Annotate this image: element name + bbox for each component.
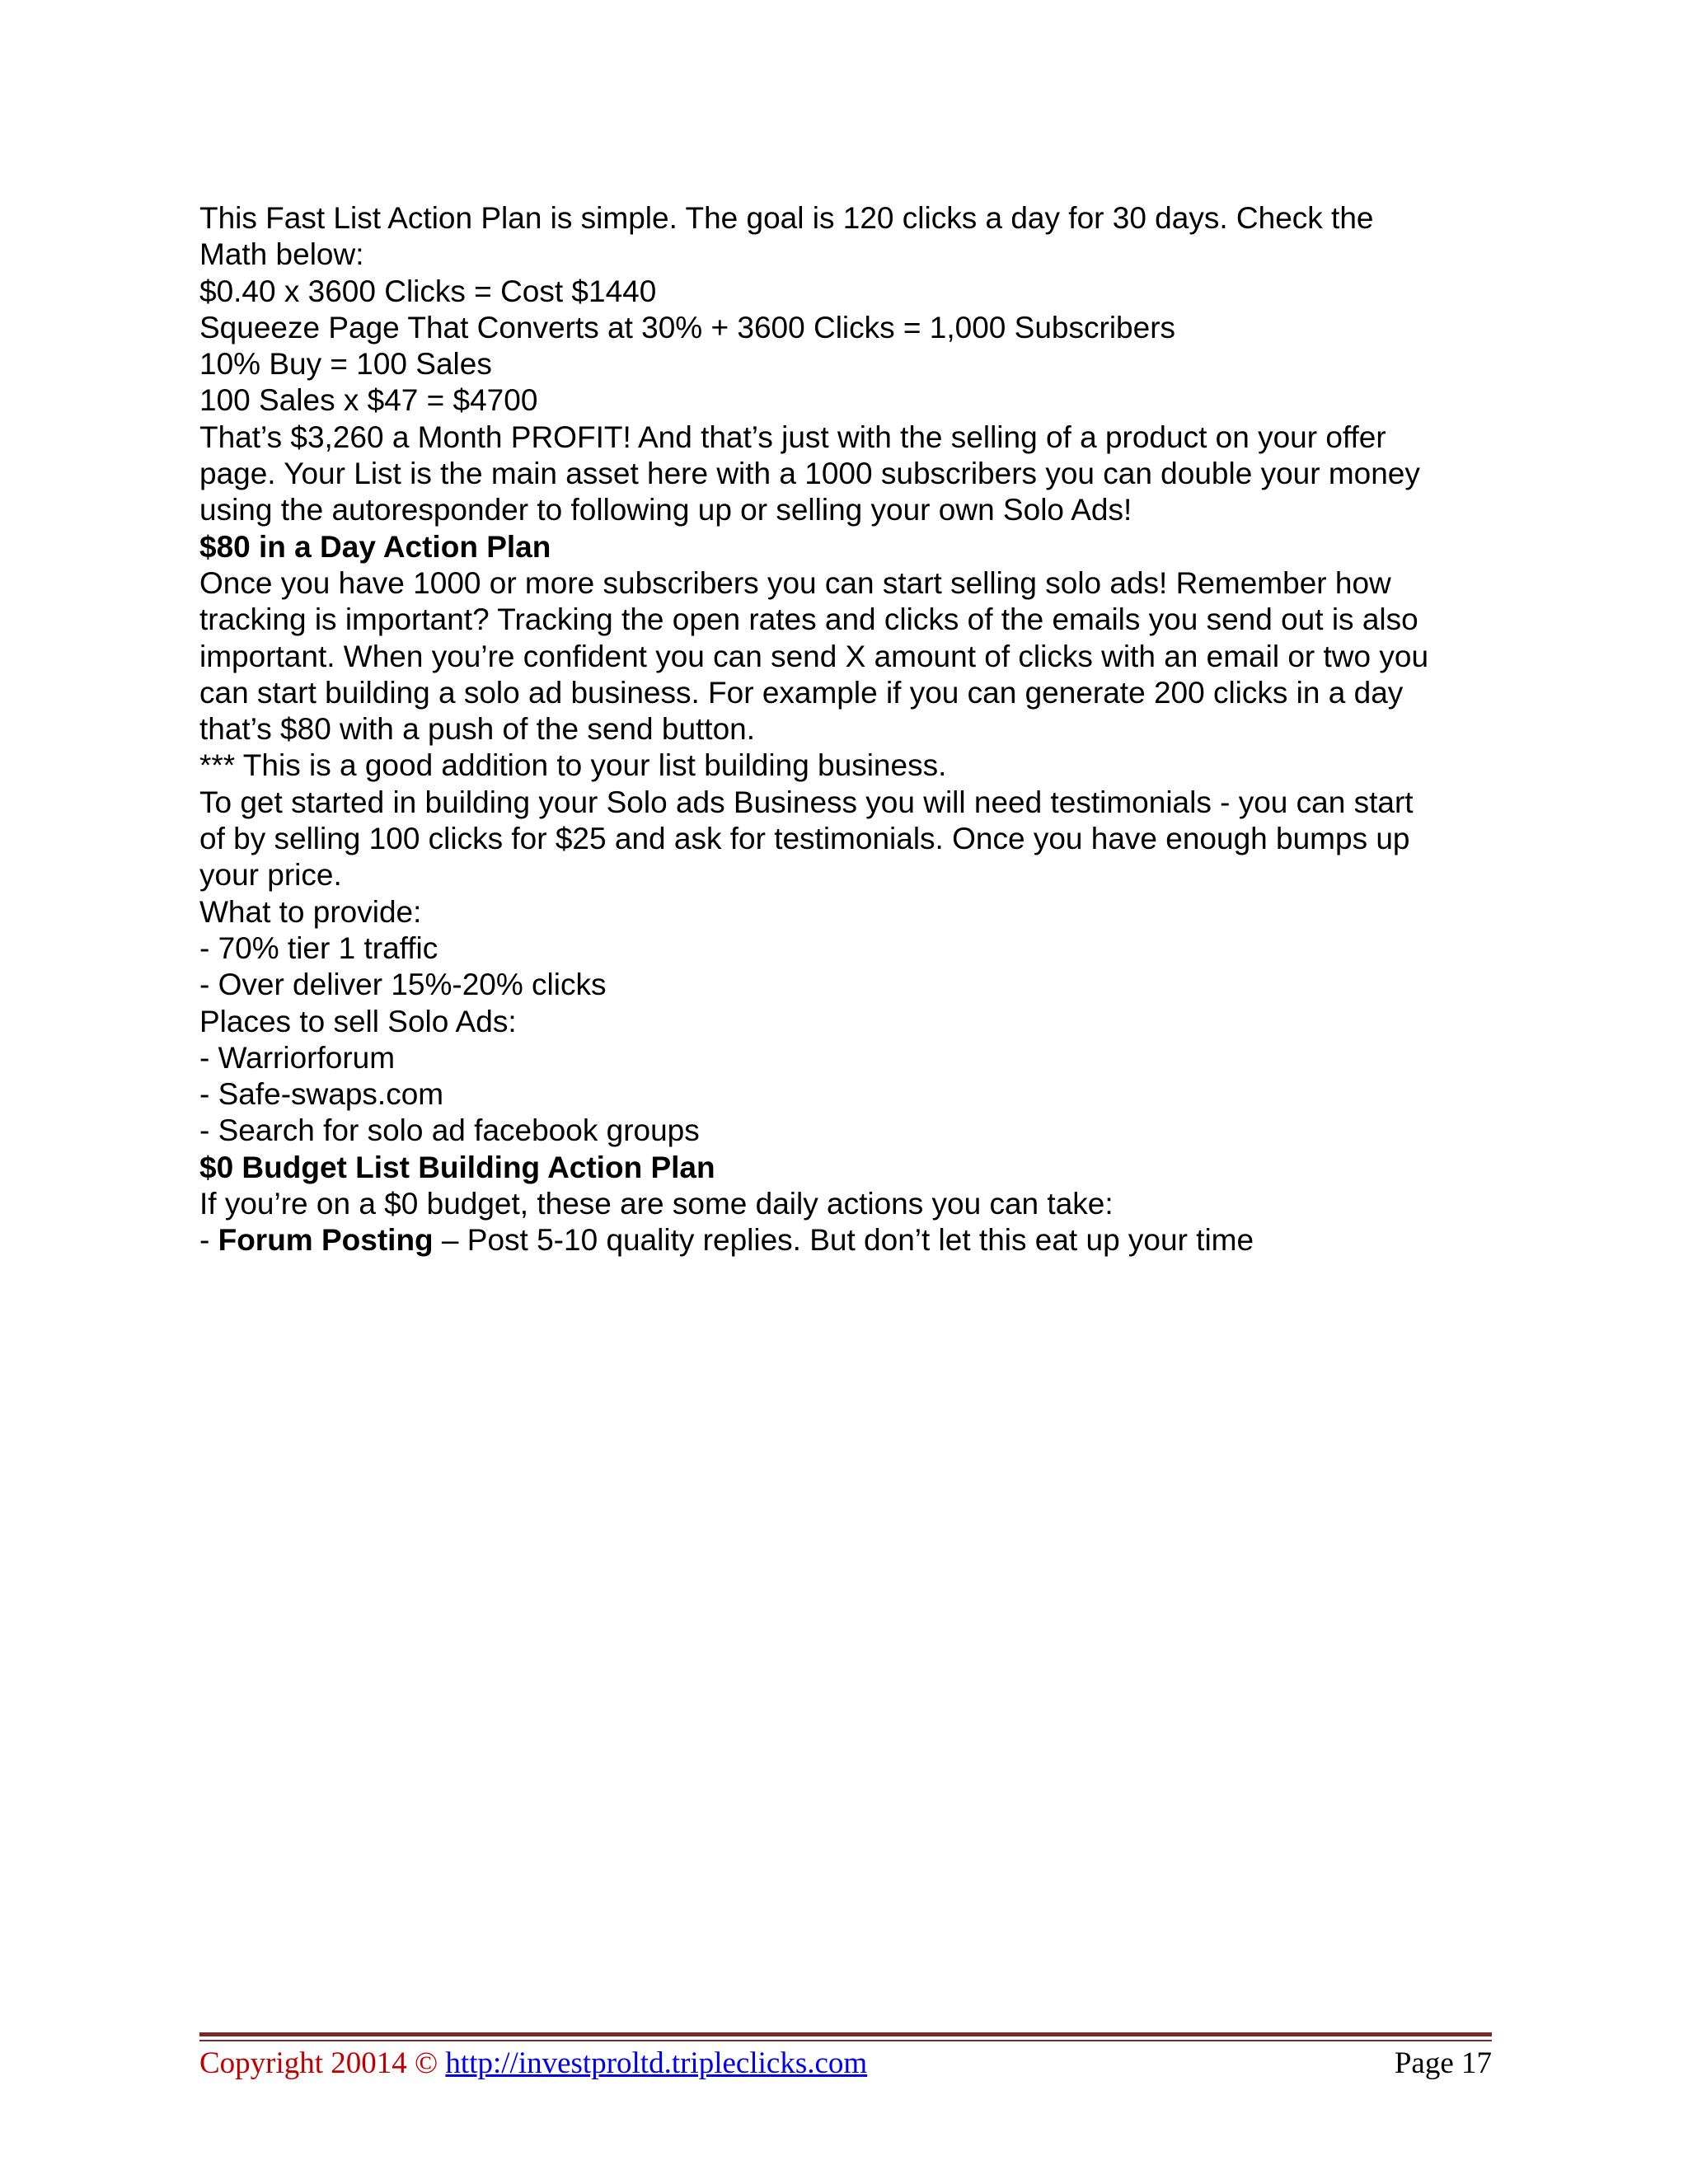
budget-intro-line: If you’re on a $0 budget, these are some daily actions you can take: [199,1187,1114,1221]
list-item: - Warriorforum [199,1040,396,1075]
math-revenue-line: 100 Sales x $47 = $4700 [199,383,538,418]
math-cost-line: $0.40 x 3600 Clicks = Cost $1440 [199,274,657,308]
footer-divider-thin [199,2040,1492,2041]
math-subscribers-line: Squeeze Page That Converts at 30% + 3600 Clicks = 1,000 Subscribers [199,310,1176,344]
list-item: - Search for solo ad facebook groups [199,1113,700,1148]
profit-line-1: That’s $3,260 a Month PROFIT! And that’s just with the selling of a product on your offer [199,419,1386,454]
forum-prefix: - [199,1223,218,1258]
copyright-text: Copyright 20014 © [199,2046,446,2080]
copyright-notice [199,2046,867,2081]
page-body [199,200,1502,1259]
getting-started-line-1: To get started in building your Solo ads Business you will need testimonials - you can start [199,785,1414,819]
heading-80-day-plan: $80 in a Day Action Plan [199,529,551,564]
list-item: - Over deliver 15%-20% clicks [199,968,607,1002]
intro-line-1: This Fast List Action Plan is simple. The goal is 120 clicks a day for 30 days. Check the [199,201,1374,235]
provide-label: What to provide: [199,894,422,929]
heading-zero-budget-plan: $0 Budget List Building Action Plan [199,1150,715,1184]
plan80-line-3: important. When you’re confident you can send X amount of clicks with an email or two you [199,639,1429,673]
places-label: Places to sell Solo Ads: [199,1004,517,1038]
getting-started-line-3: your price. [199,858,342,893]
profit-line-2: page. Your List is the main asset here with a 1000 subscribers you can double your money [199,457,1420,491]
intro-line-2: Math below: [199,237,364,272]
list-item: - Safe-swaps.com [199,1077,444,1112]
math-sales-line: 10% Buy = 100 Sales [199,347,492,382]
page-footer [199,2046,1492,2087]
profit-line-3: using the autoresponder to following up or selling your own Solo Ads! [199,493,1132,527]
page-number: Page 17 [1394,2046,1492,2080]
plan80-line-4: can start building a solo ad business. For example if you can generate 200 clicks in a day [199,675,1404,710]
list-item: - 70% tier 1 traffic [199,930,438,965]
plan80-line-1: Once you have 1000 or more subscribers you can start selling solo ads! Remember how [199,565,1391,600]
forum-posting-label: Forum Posting [218,1223,434,1258]
note-line: *** This is a good addition to your list building business. [199,748,947,783]
forum-posting-text: – Post 5-10 quality replies. But don’t let this eat up your time [433,1223,1254,1258]
footer-link[interactable]: http://investproltd.tripleclicks.com [445,2046,868,2080]
getting-started-line-2: of by selling 100 clicks for $25 and ask for testimonials. Once you have enough bumps up [199,822,1410,856]
plan80-line-5: that’s $80 with a push of the send button. [199,712,756,747]
footer-divider-thick [199,2032,1492,2036]
forum-posting-line [199,1222,1502,1258]
plan80-line-2: tracking is important? Tracking the open rates and clicks of the emails you send out is also [199,602,1418,637]
